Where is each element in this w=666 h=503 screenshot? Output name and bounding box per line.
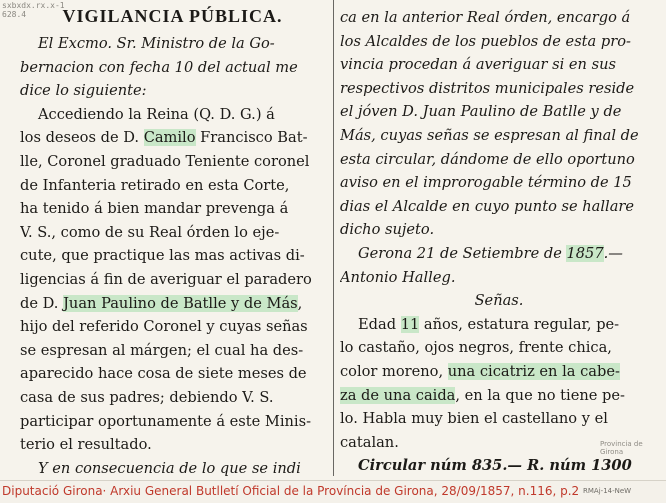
body-line: dicho sujeto. xyxy=(340,221,435,239)
body-line: vincia procedan á averiguar si en sus xyxy=(340,56,616,74)
body-line: Accediendo la Reina (Q. D. G.) á xyxy=(38,105,275,123)
body-line: de D. Juan Paulino de Batlle y de Más, xyxy=(20,294,303,312)
citation-code: RMAj-14-NeW xyxy=(583,487,632,495)
body-line: dias el Alcalde en cuyo punto se hallare xyxy=(340,197,635,215)
body-line: hijo del referido Coronel y cuyas señas xyxy=(20,318,308,336)
body-line: los Alcaldes de los pueblos de esta pro- xyxy=(340,32,631,50)
body-line: aviso en el improrogable término de 15 xyxy=(340,174,632,192)
highlight-scar-cont: za de una caida xyxy=(340,386,456,404)
body-line: ha tenido á bien mandar prevenga á xyxy=(20,200,289,218)
highlight-scar: una cicatriz en la cabe- xyxy=(447,362,620,380)
intro-line: El Excmo. Sr. Ministro de la Go- xyxy=(38,35,275,52)
highlight-age: 11 xyxy=(400,315,420,333)
circular-number: Circular núm 835.— R. núm 1300 xyxy=(358,457,632,475)
section-heading: VIGILANCIA PÚBLICA. xyxy=(62,6,283,26)
description-line: lo castaño, ojos negros, frente chica, xyxy=(340,339,612,357)
description-line: Edad 11 años, estatura regular, pe- xyxy=(358,315,620,333)
body-line: aparecido hace cosa de siete meses de xyxy=(20,365,307,383)
body-line: ligencias á fin de averiguar el paradero xyxy=(20,270,312,288)
description-line: catalan. xyxy=(340,433,399,451)
description-line: lo. Habla muy bien el castellano y el xyxy=(340,410,608,428)
citation-text: Diputació Girona· Arxiu General Butlletí Oficial de la Província de Girona, 28/09/1857, n.116, p.2 xyxy=(2,484,580,498)
body-line: participar oportunamente á este Minis- xyxy=(20,412,312,430)
body-line: el jóven D. Juan Paulino de Batlle y de xyxy=(340,103,622,121)
archive-stamp: Provincia de Girona xyxy=(600,440,643,456)
body-line: lle, Coronel graduado Teniente coronel xyxy=(20,152,310,170)
date-line: Gerona 21 de Setiembre de 1857.— xyxy=(358,244,623,262)
body-line: Más, cuyas señas se espresan al final de xyxy=(340,126,639,144)
citation-footer xyxy=(0,480,666,503)
highlight-camilo: Camilo xyxy=(143,129,196,147)
description-line: za de una caida, en la que no tiene pe- xyxy=(340,386,625,404)
scan-watermark: sxbxdx.rx.x-1 628.4 xyxy=(2,1,65,19)
highlight-name: Juan Paulino de Batlle y de Más xyxy=(63,294,298,312)
body-line: casa de sus padres; debiendo V. S. xyxy=(20,388,274,406)
body-line: de Infanteria retirado en esta Corte, xyxy=(20,176,290,194)
intro-line: bernacion con fecha 10 del actual me xyxy=(20,58,298,76)
senas-title: Señas. xyxy=(474,292,524,310)
body-line: se espresan al márgen; el cual ha des- xyxy=(20,341,304,359)
body-line: terio el resultado. xyxy=(20,436,152,454)
signature: Antonio Halleg. xyxy=(340,268,456,286)
right-column xyxy=(340,6,658,478)
body-line: cute, que practique las mas activas di- xyxy=(20,247,305,265)
description-line: color moreno, una cicatriz en la cabe- xyxy=(340,362,620,380)
intro-line: dice lo siguiente: xyxy=(20,82,147,100)
body-line: los deseos de D. Camilo Francisco Bat- xyxy=(20,129,308,147)
body-line: V. S., como de su Real órden lo eje- xyxy=(20,223,280,241)
body-line: respectivos distritos municipales reside xyxy=(340,79,635,97)
highlight-year: 1857 xyxy=(566,244,604,262)
left-column xyxy=(20,6,325,480)
column-divider xyxy=(333,0,334,476)
body-line: esta circular, dándome de ello oportuno xyxy=(340,150,635,168)
body-line: ca en la anterior Real órden, encargo á xyxy=(340,9,631,26)
body-line: Y en consecuencia de lo que se indi xyxy=(38,459,301,477)
